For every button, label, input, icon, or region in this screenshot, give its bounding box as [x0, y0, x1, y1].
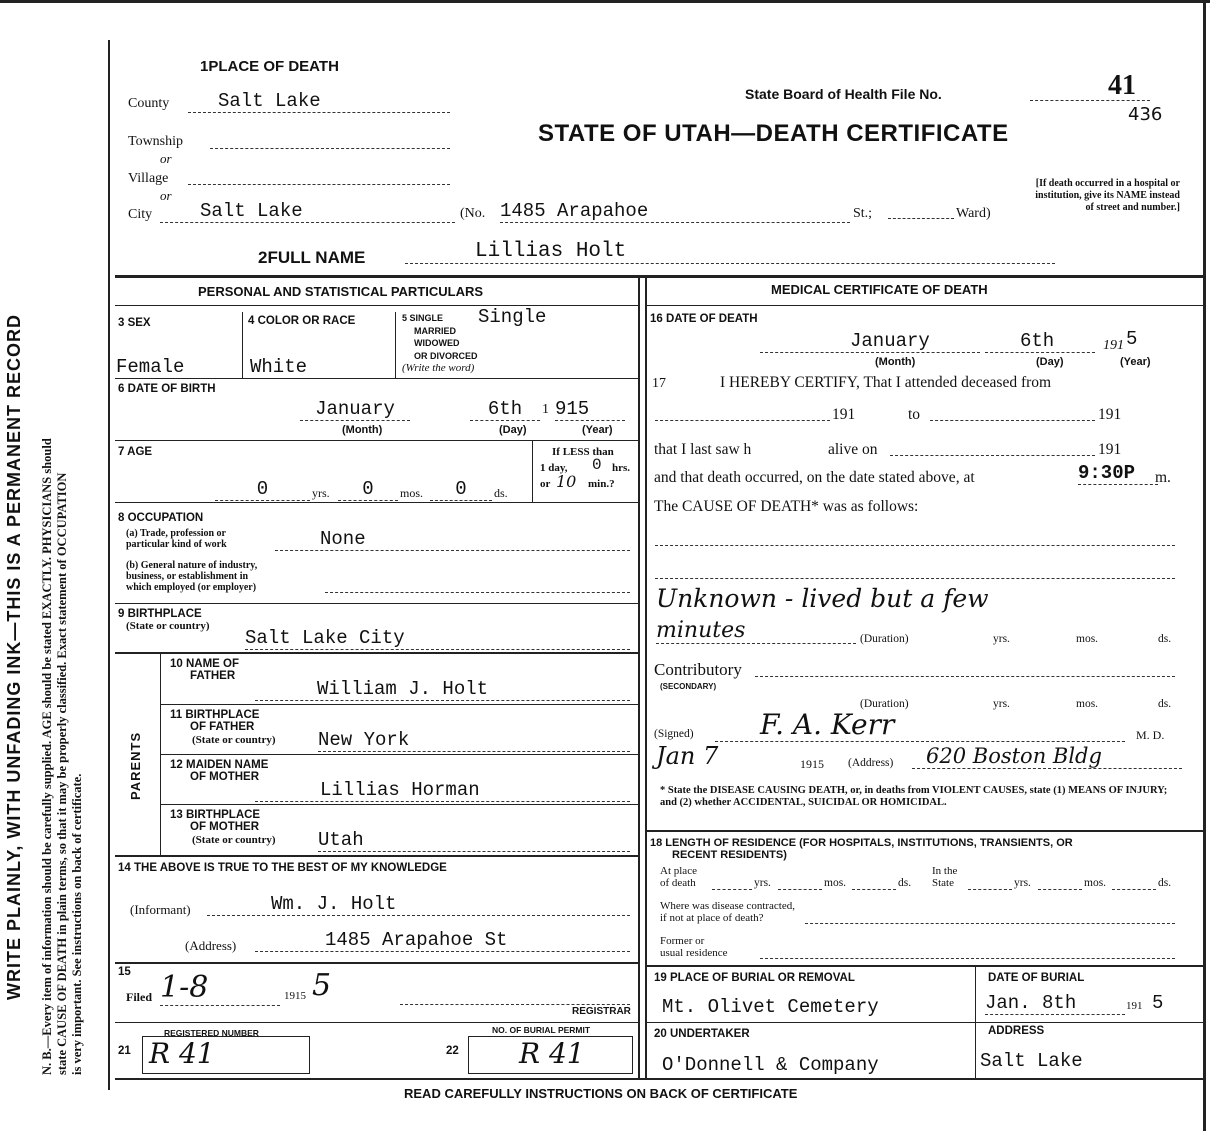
undertaker-address-value: Salt Lake	[980, 1050, 1083, 1072]
res-mos-2: mos.	[1084, 877, 1107, 889]
city-value: Salt Lake	[160, 200, 455, 223]
duration-label-2: (Duration)	[860, 698, 909, 710]
township-line	[210, 148, 450, 149]
cause-footnote: * State the DISEASE CAUSING DEATH, or, in deaths from VIOLENT CAUSES, state (1) MEANS OF INJURY; and (2) whether ACCIDENTAL, SUICIDAL OR HOMICIDAL.	[660, 785, 1168, 808]
duration-ds: ds.	[1158, 633, 1172, 645]
row-line-8	[115, 1022, 638, 1023]
res-ds-line	[852, 889, 896, 890]
undertaker-label: 20 UNDERTAKER	[654, 1028, 750, 1040]
dod-month: January	[760, 330, 980, 353]
mother-birthplace-value: Utah	[318, 829, 630, 852]
city-label: City	[128, 207, 153, 222]
burial-date-label: DATE OF BURIAL	[988, 972, 1085, 984]
sex-label: 3 SEX	[118, 317, 151, 329]
res-mos-line	[778, 889, 822, 890]
header-divider	[115, 275, 1203, 278]
last-saw-line	[890, 455, 1095, 456]
color-value: White	[250, 356, 308, 378]
informant-value: Wm. J. Holt	[207, 893, 630, 916]
burial-date-value: Jan. 8th	[985, 992, 1125, 1015]
where-contracted-line	[805, 923, 1175, 924]
physician-signature: F. A. Kerr	[715, 708, 1125, 742]
father-name-value: William J. Holt	[255, 678, 630, 701]
contributory-line	[755, 676, 1175, 677]
sex-value: Female	[116, 356, 185, 378]
center-divider-2	[645, 275, 647, 1080]
last-191: 191	[1098, 441, 1122, 458]
res-mos: mos.	[824, 877, 847, 889]
burial-place-label: 19 PLACE OF BURIAL OR REMOVAL	[654, 972, 855, 984]
or-min-label: or	[540, 478, 551, 490]
age-label: 7 AGE	[118, 446, 153, 458]
filed-year: 5	[312, 968, 332, 1003]
cause-label: The CAUSE OF DEATH* was as follows:	[654, 498, 919, 515]
cause-line-blank-2	[655, 578, 1175, 579]
dod-day: 6th	[985, 330, 1095, 353]
dob-month-caption: (Month)	[342, 424, 383, 436]
dob-year-prefix: 1	[542, 402, 549, 417]
burial-permit-label: NO. OF BURIAL PERMIT	[492, 1025, 591, 1035]
md-label: M. D.	[1136, 728, 1165, 742]
from-date-line	[655, 420, 830, 421]
less-than-label: If LESS than	[552, 446, 614, 458]
full-name-value: Lillias Holt	[405, 240, 1055, 264]
occupation-a-label: (a) Trade, profession or particular kind of work	[126, 528, 227, 550]
former-residence-label: Former or usual residence	[660, 935, 728, 959]
occupation-label: 8 OCCUPATION	[118, 512, 204, 524]
dod-day-caption: (Day)	[1036, 356, 1064, 368]
last-saw-label: that I last saw h	[654, 441, 752, 458]
duration-mos-2: mos.	[1076, 698, 1099, 710]
mother-birthplace-sub: (State or country)	[192, 834, 276, 846]
filed-year-prefix: 1915	[284, 990, 306, 1002]
to-label: to	[908, 406, 921, 423]
village-label: Village	[128, 171, 169, 186]
filed-date: 1-8	[160, 970, 280, 1006]
bottom-divider	[115, 1078, 1203, 1080]
res-yrs-line	[712, 889, 752, 890]
in-state-label: In the State	[932, 865, 958, 889]
cause-line-1: Unknown - lived but a few	[656, 584, 989, 613]
medical-heading-line	[645, 305, 1203, 306]
row-line-2	[115, 440, 638, 441]
to-date-line	[930, 420, 1095, 421]
signed-label: (Signed)	[654, 728, 694, 740]
physician-address-label: (Address)	[848, 757, 894, 769]
age-days-caption: ds.	[494, 486, 508, 500]
dob-day-caption: (Day)	[499, 424, 527, 436]
or-label-2: or	[160, 188, 172, 203]
father-birthplace-label: 11 BIRTHPLACE OF FATHER	[170, 709, 260, 733]
parents-label: PARENTS	[128, 731, 143, 800]
registered-number-label: REGISTERED NUMBER	[164, 1028, 259, 1038]
street-address-value: 1485 Arapahoe	[500, 200, 850, 223]
parents-line-3	[160, 804, 638, 805]
duration-mos: mos.	[1076, 633, 1099, 645]
res-ds-2: ds.	[1158, 877, 1172, 889]
county-value: Salt Lake	[188, 90, 450, 113]
color-marital-divider	[395, 312, 396, 378]
reg-21: 21	[118, 1045, 131, 1057]
dob-label: 6 DATE OF BIRTH	[118, 383, 216, 395]
informant-address-value: 1485 Arapahoe St	[255, 929, 630, 952]
duration-yrs-2: yrs.	[993, 698, 1010, 710]
contributory-label: Contributory	[654, 660, 742, 679]
row-line-5	[115, 652, 638, 654]
certify-text: I HEREBY CERTIFY, That I attended deceased from	[720, 374, 1052, 391]
to-191: 191	[1098, 406, 1122, 423]
secondary-label: (SECONDARY)	[660, 682, 717, 691]
occupation-b-label: (b) General nature of industry, business, or establishment in which employed (or employer)	[126, 560, 258, 593]
informant-address-label: (Address)	[185, 938, 237, 953]
certify-num: 17	[652, 376, 666, 391]
ward-line	[888, 218, 954, 219]
file-no-value: 41	[1108, 70, 1136, 101]
medical-line-3	[645, 1022, 1203, 1023]
where-contracted-label: Where was disease contracted, if not at place of death?	[660, 900, 795, 924]
parents-line-1	[160, 704, 638, 705]
burial-place-value: Mt. Olivet Cemetery	[662, 996, 879, 1018]
birthplace-label: 9 BIRTHPLACE	[118, 608, 202, 620]
undertaker-address-label: ADDRESS	[988, 1025, 1045, 1037]
dod-year: 5	[1126, 328, 1138, 350]
father-birthplace-value: New York	[318, 729, 630, 752]
burial-year-prefix: 191	[1126, 1000, 1143, 1012]
mother-birthplace-label: 13 BIRTHPLACE OF MOTHER	[170, 809, 261, 833]
st-label: St.;	[853, 206, 873, 221]
one-day-label: 1 day,	[540, 462, 568, 474]
minutes-caption: min.?	[588, 478, 615, 490]
hospital-note: [If death occurred in a hospital or institution, give its NAME instead of street and number.]	[1035, 178, 1180, 213]
parents-line-2	[160, 754, 638, 755]
mother-name-label: 12 MAIDEN NAME OF MOTHER	[170, 759, 269, 783]
row-line-4	[115, 603, 638, 604]
marital-value: Single	[478, 306, 547, 328]
permanent-record-notice: WRITE PLAINLY, WITH UNFADING INK—THIS IS A PERMANENT RECORD	[4, 313, 24, 1000]
marital-status-label: 5 SINGLE MARRIED WIDOWED OR DIVORCED (Write the word)	[402, 313, 478, 374]
duration-ds-2: ds.	[1158, 698, 1172, 710]
occupation-b-line	[325, 592, 630, 593]
less-minutes: 10	[556, 472, 577, 491]
age-divider	[532, 440, 533, 502]
physician-address: 620 Boston Bldg	[912, 744, 1182, 769]
place-of-death-label: 1PLACE OF DEATH	[200, 58, 339, 75]
medical-line-2	[645, 965, 1203, 967]
signed-date: Jan 7	[656, 742, 719, 770]
personal-heading-line	[115, 305, 638, 306]
no-label: (No.	[460, 206, 486, 221]
from-191: 191	[832, 406, 856, 423]
signed-year: 1915	[800, 757, 824, 771]
duration-yrs: yrs.	[993, 633, 1010, 645]
age-days: 0	[430, 478, 492, 501]
dod-year-caption: (Year)	[1120, 356, 1151, 368]
nb-instructions: N. B.—Every item of information should be carefully supplied. AGE should be stated EXACTLY. PHYSICIANS should state CAUSE OF DEATH in plain terms, so that it may be properly classified. Exact statement of OCCUPATION is very important. See instructions on back of certificate.	[40, 438, 84, 1075]
registrar-line	[400, 1004, 630, 1005]
hours-caption: hrs.	[612, 462, 631, 474]
res-yrs2-line	[968, 889, 1012, 890]
sex-color-divider	[242, 312, 243, 378]
village-line	[188, 184, 450, 185]
less-hours: 0	[592, 456, 602, 474]
county-label: County	[128, 96, 170, 111]
personal-heading: PERSONAL AND STATISTICAL PARTICULARS	[198, 284, 484, 299]
res-mos2-line	[1038, 889, 1082, 890]
reg-22: 22	[446, 1045, 459, 1057]
undertaker-value: O'Donnell & Company	[662, 1054, 879, 1076]
mother-name-value: Lillias Horman	[255, 779, 630, 802]
row-line-1	[115, 378, 638, 379]
birthplace-value: Salt Lake City	[245, 627, 630, 650]
full-name-label: 2FULL NAME	[258, 248, 366, 267]
registrar-label: REGISTRAR	[572, 1006, 631, 1017]
dod-year-prefix: 191	[1103, 338, 1124, 353]
res-ds: ds.	[898, 877, 912, 889]
certificate-title: STATE OF UTAH—DEATH CERTIFICATE	[538, 120, 1009, 147]
dob-month: January	[300, 398, 410, 421]
dob-day: 6th	[470, 398, 540, 421]
age-months: 0	[338, 478, 398, 501]
row-line-7	[115, 962, 638, 964]
res-yrs: yrs.	[754, 877, 771, 889]
instructions-footer: READ CAREFULLY INSTRUCTIONS ON BACK OF CERTIFICATE	[404, 1086, 798, 1101]
file-no-label: State Board of Health File No.	[745, 86, 942, 102]
right-border	[1203, 0, 1206, 1131]
ward-label: Ward)	[956, 206, 991, 221]
duration-label: (Duration)	[860, 633, 909, 645]
cause-line-2: minutes	[656, 618, 856, 644]
file-no-alt: 436	[1128, 104, 1163, 125]
dod-label: 16 DATE OF DEATH	[650, 313, 758, 325]
dob-year: 915	[555, 398, 625, 421]
center-divider	[638, 275, 640, 1080]
row-line-6	[115, 855, 638, 857]
time-suffix: m.	[1155, 469, 1171, 486]
time-of-death: 9:30P	[1078, 462, 1158, 485]
res-ds2-line	[1112, 889, 1156, 890]
birthplace-sub: (State or country)	[126, 620, 210, 632]
at-place-label: At place of death	[660, 865, 697, 889]
medical-line-1	[645, 830, 1203, 832]
burial-permit-value: R 41	[468, 1036, 633, 1074]
registered-number-value: R 41	[142, 1036, 310, 1074]
form-left-border	[108, 40, 110, 1090]
row-line-3	[115, 502, 638, 503]
res-yrs-2: yrs.	[1014, 877, 1031, 889]
top-border	[0, 0, 1210, 3]
color-label: 4 COLOR OR RACE	[248, 315, 356, 327]
father-birthplace-sub: (State or country)	[192, 734, 276, 746]
occupation-a-value: None	[275, 528, 630, 551]
filed-label: Filed	[126, 990, 152, 1004]
township-label: Township	[128, 134, 184, 149]
age-years-caption: yrs.	[312, 486, 330, 500]
father-name-label: 10 NAME OF FATHER	[170, 658, 240, 682]
dod-month-caption: (Month)	[875, 356, 916, 368]
burial-year: 5	[1152, 992, 1164, 1014]
cause-line-blank	[655, 545, 1175, 546]
or-label-1: or	[160, 151, 172, 166]
medical-heading: MEDICAL CERTIFICATE OF DEATH	[771, 282, 988, 297]
age-years: 0	[215, 478, 310, 501]
alive-on-label: alive on	[828, 441, 878, 458]
informant-label: (Informant)	[130, 902, 191, 917]
knowledge-label: 14 THE ABOVE IS TRUE TO THE BEST OF MY KNOWLEDGE	[118, 862, 447, 874]
filed-num: 15	[118, 966, 131, 978]
age-months-caption: mos.	[400, 486, 424, 500]
death-occurred-label: and that death occurred, on the date stated above, at	[654, 469, 975, 486]
dob-year-caption: (Year)	[582, 424, 613, 436]
residence-label: 18 LENGTH OF RESIDENCE (FOR HOSPITALS, INSTITUTIONS, TRANSIENTS, OR RECENT RESIDENTS)	[650, 837, 1073, 861]
former-residence-line	[760, 958, 1175, 959]
